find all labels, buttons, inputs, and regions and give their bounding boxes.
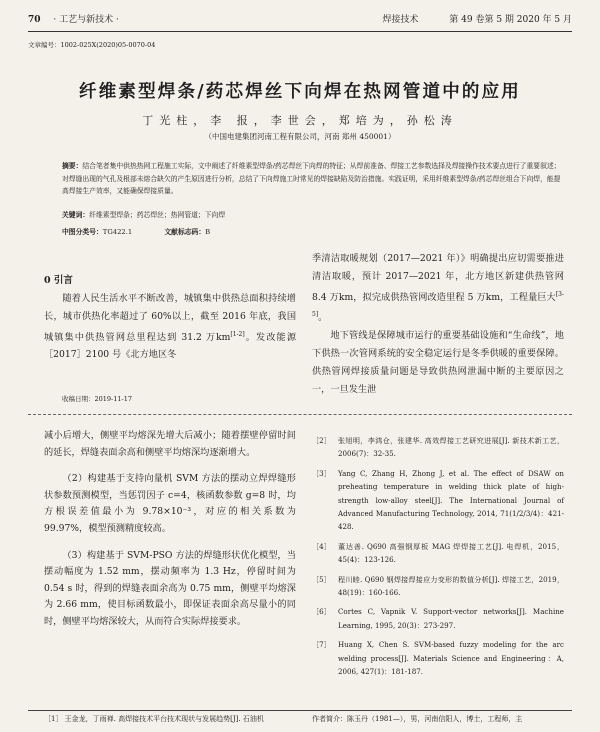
journal-name: 焊接技术 <box>382 15 419 25</box>
authors: 丁光柱，李 报，李世会，郑培为，孙松涛 <box>142 114 458 127</box>
conclusion-paragraph: 减小后增大，侧壁平均熔深先增大后减小；随着摆壁停留时间的延长，焊缝表面余高和侧壁平均熔深均逐渐增大。 <box>44 430 296 458</box>
intro-left-column: 随着人民生活水平不断改善，城镇集中供热总面积持续增长，城市供热化率超过了 60%以上，截至 2016 年底，我国城镇集中供热管网总里程达到 31.2 万km[1-2]。发改能源［2017］2100 号《北方地区冬 <box>44 293 297 361</box>
citation: [3-5] <box>312 290 564 319</box>
received-date: 收稿日期：2019-11-17 <box>62 395 132 403</box>
reference-item: ［6］ Cortes C, Vapnik V. Support-vector networks[J]. Machine Learning, 1995, 20(3)：273-297. <box>312 607 564 630</box>
article-title: 纤维素型焊条/药芯焊丝下向焊在热网管道中的应用 <box>79 82 521 102</box>
abstract-label: 摘要： <box>62 162 83 170</box>
author-bio: 作者简介：陈玉丹（1981—），男，河南信阳人，博士，工程师，主 <box>312 715 523 723</box>
article-number: 文章编号：1002-025X(2020)05-0070-04 <box>28 41 156 49</box>
section-heading-intro: 0 引言 <box>44 275 73 286</box>
header-rule <box>28 31 572 32</box>
journal-section: · 工艺与新技术 · <box>53 15 119 25</box>
reference-item: ［5］ 程川睦. Q690 钢焊接焊接应力变形的数值分析[J]. 焊接工艺，2019，48(19)：160-166. <box>312 574 564 598</box>
doc-code: B <box>205 228 211 236</box>
keywords-label: 关键词： <box>62 211 90 219</box>
reference-item: ［4］ 董达善. Q690 高强钢厚板 MAG 焊焊接工艺[J]. 电焊机，2015，45(4)：123-126. <box>312 541 564 565</box>
affiliation: （中国电建集团河南工程有限公司，河南 郑州 450001） <box>204 132 396 141</box>
citation: [1-2] <box>230 330 245 338</box>
intro-right-column: 季清洁取暖规划（2017—2021 年）》明确提出应切需要推进清洁取暖，预计 2017—2021 年，北方地区新建供热管网 8.4 万km，拟完成供热管网改造里程 5 万km，工程量巨大[3-5]。 地下管线是保障城市运行的重要基础设施和“生命线”，地下供热一次管网系统的安全稳定运行是冬季供暖的重要保障。供热管网焊接质量问题是导致供热网泄漏中断的主要原因之一，一旦发生泄 <box>312 250 564 399</box>
footer-reference: ［1］ 王金龙，丁雨禅. 高焊接技术平台技术现状与发展趋势[J]. 石油机 <box>44 715 264 723</box>
running-header <box>28 8 572 30</box>
previous-article-conclusion <box>44 428 296 631</box>
abstract <box>62 160 562 198</box>
keywords-text: 纤维素型焊条；药芯焊丝；热网管道；下向焊 <box>89 211 226 219</box>
clc-code: TG422.1 <box>102 228 133 236</box>
reference-item: ［2］ 张旭明，李鸿仓，张建华. 高效焊接工艺研究进展[J]. 新技术新工艺，2006(7)：32-35. <box>312 436 564 459</box>
reference-item: ［7］ Huang X, Chen S. SVM-based fuzzy modeling for the arc welding process[J]. Materials Science and Engineering：A, 2006, 427(1)：181-187. <box>312 640 564 677</box>
reference-item: ［3］ Yang C, Zhang H, Zhong J, et al. The effect of DSAW on preheating temperature in welding thick plate of high-strength low-alloy steel[J]. The International Journal of Advanced Manufacturing Technology, 2014, 71(1/2/3/4)：421-428. <box>312 468 564 532</box>
footer-rule <box>28 710 572 711</box>
article-divider <box>28 414 572 415</box>
reference-list <box>312 434 564 685</box>
abstract-text: 结合笔者集中供热热网工程施工实际，文中阐述了纤维素型焊条/药芯焊丝下向焊的特征；从焊前准备、焊接工艺参数选择及焊接操作技术要点进行了重要叙述；对焊缝出现的气孔及根部未熔合缺欠的产生原因进行分析，总结了下向焊施工时常见的焊接缺陷及防治措施。实践证明，采用纤维素型焊条/药芯焊丝组合下向焊，能提高焊接生产效率，又能确保焊接质量。 <box>62 162 561 195</box>
conclusion-paragraph: （3）构建基于 SVM-PSO 方法的焊缝形状优化模型，当摆动幅度为 1.52 mm，摆动频率为 1.3 Hz，停留时间为 0.54 s 时，得到的焊缝表面余高为 0.75 mm，侧壁平均熔深为 2.66 mm，使目标函数最小，即保证表面余高尽量小的同时，侧壁平均熔深较大，从而符合实际焊接要求。 <box>44 549 296 627</box>
page-number: 70 <box>28 15 41 25</box>
issue-info: 第 49 卷第 5 期 2020 年 5 月 <box>449 15 572 25</box>
intro-paragraph: 地下管线是保障城市运行的重要基础设施和“生命线”，地下供热一次管网系统的安全稳定运行是冬季供暖的重要保障。供热管网焊接质量问题是导致供热网泄漏中断的主要原因之一，一旦发生泄 <box>312 330 564 395</box>
conclusion-paragraph: （2）构建基于支持向量机 SVM 方法的摆动立焊焊缝形状参数预测模型，当惩罚因子 c=4，核函数参数 g=8 时，均方根误差值最小为 9.78×10⁻³，对应的相关系数为 99.97%，模型预测精度较高。 <box>44 473 296 534</box>
classification: 中图分类号：TG422.1 文献标志码：B <box>62 228 211 236</box>
keywords <box>62 209 562 219</box>
